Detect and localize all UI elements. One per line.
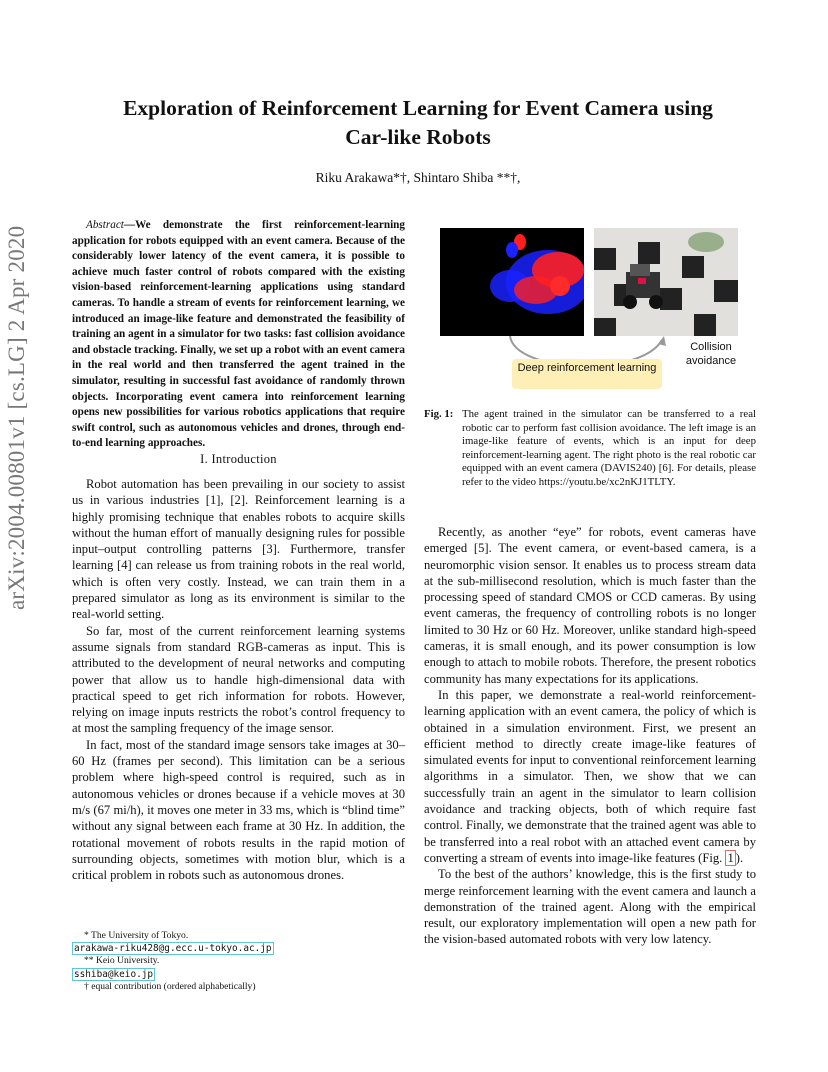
figure-1-caption <box>424 408 756 490</box>
event-feature-image <box>440 228 584 336</box>
email-link-2[interactable]: sshiba@keio.jp <box>74 968 154 980</box>
intro-right-column <box>424 524 756 948</box>
abstract <box>72 218 405 452</box>
footnotes <box>72 930 405 993</box>
title-line-1: Exploration of Reinforcement Learning for Event Camera using <box>123 96 713 120</box>
email-link-1[interactable]: arakawa-riku428@g.ecc.u-tokyo.ac.jp <box>74 943 272 955</box>
paragraph: So far, most of the current reinforcement learning systems assume signals from standard RGB-cameras as input. This is attributed to the development of neural networks and computing power that allow us to handle high-dimensional data with practical speed to get rich information for robots. However, relying on image inputs restricts the robot’s control frequency to at most the sampling frequency of the image sensor. <box>72 623 405 736</box>
paragraph-text: ). <box>735 850 744 865</box>
paragraph-text: In this paper, we demonstrate a real-world reinforcement-learning application with an event camera, the policy of which is obtained in a simulation environment. First, we present an efficient method to directly create image-like features of simulated events for input to conventional reinforcement learning algorithms in a simulator. Then, we show that we can successfully train an agent in the simulator to learn collision avoidance and tracking objects, both of which require fast control. Finally, we demonstrate that the trained agent was able to be transferred into a real robot with an attached event camera by converting a stream of events into image-like features (Fig. <box>424 687 756 865</box>
paper-title <box>60 94 776 152</box>
arxiv-identifier: arXiv:2004.00801v1 [cs.LG] 2 Apr 2020 <box>4 225 29 610</box>
caption-text: The agent trained in the simulator can be transferred to a real robotic car to perform fast collision avoidance. The left image is an image-like feature of events, which is an input for deep reinforcement-learning agent. The right photo is the real robotic car equipped with an event camera (DAVIS240) [6]. For details, please refer to the video https://youtu.be/xc2nKJ1TLTY. <box>462 408 756 488</box>
paragraph: Robot automation has been prevailing in our society to assist us in various industries [1], [2]. Reinforcement learning is a highly promising technique that enables robots to acquire skills without the human effort of manually designing rules for possible input–output controlling patterns [3]. Furthermore, transfer learning [4] can release us from training robots in the real world, which is often very costly. Instead, we can train them in a prepared simulator as long as its environment is similar to the real-world setting. <box>72 477 405 622</box>
caption-label: Fig. 1: <box>424 408 454 420</box>
intro-left-column <box>72 476 405 883</box>
paragraph: To the best of the authors’ knowledge, this is the first study to merge reinforcement learning with the event camera and launch a demonstration of the trained agent. Along with the empirical result, our exploratory implementation will open a new path for the vision-based automated robots with very low latency. <box>424 867 756 947</box>
figure-reference-link[interactable]: 1 <box>727 850 734 865</box>
footnote-affiliation-2: ** Keio University. <box>84 955 160 967</box>
footnote-equal-contribution: † equal contribution (ordered alphabetically) <box>84 980 256 992</box>
section-heading-introduction: I. Introduction <box>200 452 277 466</box>
abstract-label: Abstract <box>86 219 124 231</box>
paragraph <box>424 687 756 866</box>
deep-rl-label: Deep reinforcement learning <box>512 359 662 389</box>
robot-car-photo <box>594 228 738 336</box>
figure-1 <box>440 228 740 393</box>
paragraph: In fact, most of the standard image sensors take images at 30–60 Hz (frames per second). This limitation can be a serious problem where high-speed control is required, such as in autonomous vehicles or drones because if a vehicle moves at 30 m/s (67 mi/h), it moves one meter in 33 ms, which is “blind time” without any signal between each frame at 30 Hz. In addition, the rotational movement of robots results in the rapid motion of surrounding objects, sometimes with motion blur, which is a critical problem in robots such as autonomous drones. <box>72 737 405 883</box>
title-line-2: Car-like Robots <box>345 125 491 149</box>
abstract-dash: — <box>123 219 136 231</box>
author-list: Riku Arakawa*†, Shintaro Shiba **†, <box>315 170 521 185</box>
paragraph: Recently, as another “eye” for robots, event cameras have emerged [5]. The event camera, or event-based camera, is a neuromorphic vision sensor. It enables us to process stream data at the sub-millisecond resolution, which is much faster than the processing speed of standard CMOS or CCD cameras. By using event cameras, the frequency of controlling robots is no longer limited to 30 Hz or 60 Hz. Moreover, unlike standard high-speed cameras, it is small enough, and its power consumption is low enough to attach to mobile robots. Therefore, the present robotics community has many expectations for its applications. <box>424 525 756 686</box>
abstract-text: We demonstrate the first reinforcement-learning application for robots equipped with an event camera. Because of the considerably lower latency of the event camera, it is possible to achieve much faster control of robots compared with the existing vision-based reinforcement-learning applications using standard cameras. To handle a stream of events for reinforcement learning, we introduced an image-like feature and demonstrated the feasibility of training an agent in a simulator for two tasks: fast collision avoidance and obstacle tracking. Finally, we set up a robot with an event camera in the real world and then transferred the agent trained in the simulator, resulting in successful fast avoidance of randomly thrown objects. Incorporating event camera into reinforcement learning opens new possibilities for various robotics applications that require swift control, such as autonomous vehicles and drones, through end-to-end learning approaches. <box>72 219 405 450</box>
collision-avoidance-label: Collision avoidance <box>685 341 737 367</box>
footnote-affiliation-1: * The University of Tokyo. <box>84 930 189 941</box>
